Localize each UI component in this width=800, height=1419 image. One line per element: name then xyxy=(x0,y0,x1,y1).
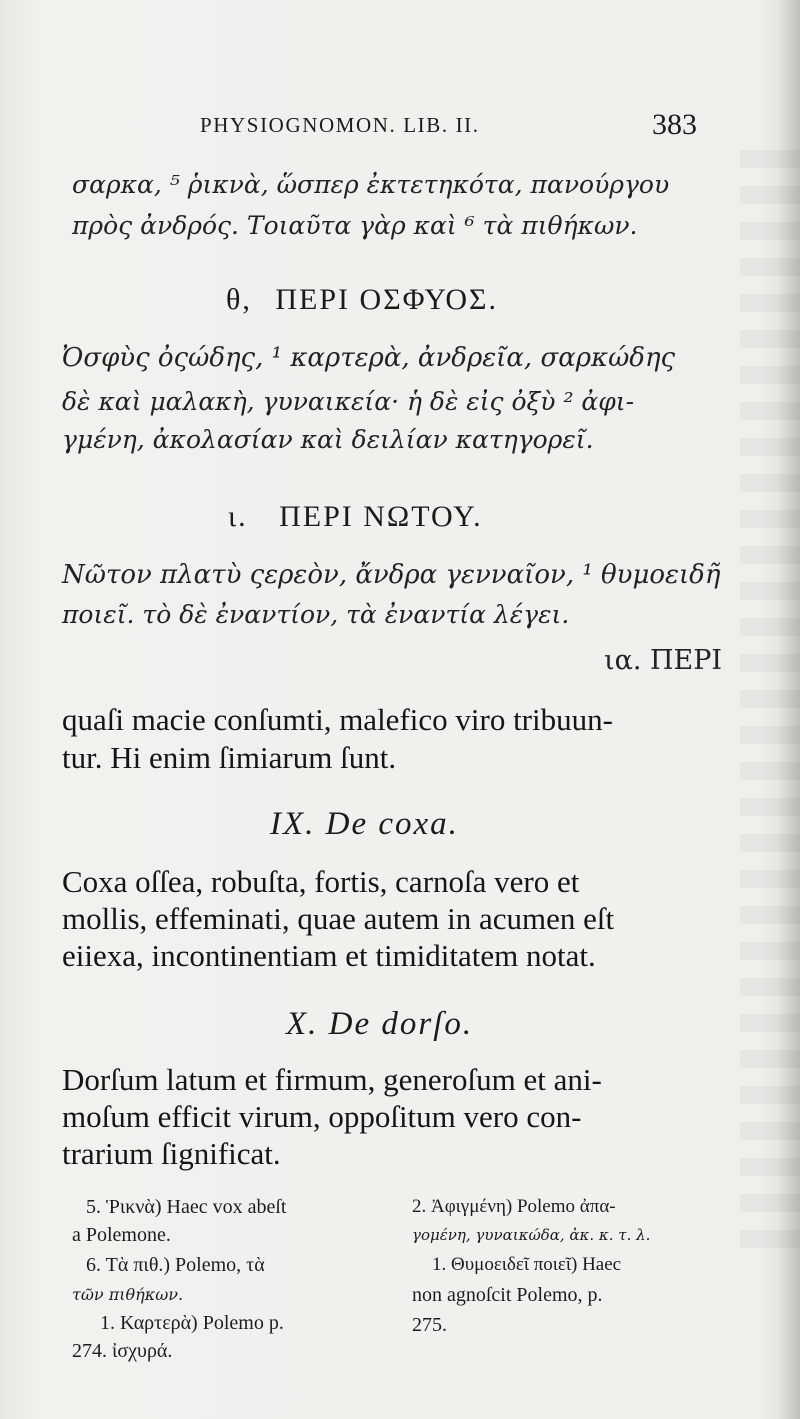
latin-line: tur. Hi enim ſimiarum ſunt. xyxy=(62,740,397,775)
latin-line: eiiexa, incontinentiam et timiditatem notat. xyxy=(62,938,596,973)
greek-section-title: ΠΕΡΙ ΟΣΦΥΟΣ. xyxy=(275,283,498,316)
footnote-line: 1. Καρτερὰ) Polemo p. xyxy=(100,1312,284,1334)
footnote-line: non agnoſcit Polemo, p. xyxy=(412,1284,603,1306)
latin-line: moſum efficit virum, oppoſitum vero con- xyxy=(62,1099,582,1134)
latin-section-heading: IX. De coxa. xyxy=(270,806,459,842)
footnote-line: 2. Ἀφιγμένη) Polemo ἀπα- xyxy=(412,1196,616,1217)
greek-line: σαρκα, ⁵ ῥικνὰ, ὥσπερ ἐκτετηκότα, πανούργου xyxy=(72,170,670,199)
latin-line: mollis, effeminati, quae autem in acumen eſt xyxy=(62,901,615,936)
latin-section-heading: X. De dorſo. xyxy=(286,1006,474,1042)
footnote-line: τῶν πιθήκων. xyxy=(72,1285,184,1304)
catchword: ια. ΠΕΡΙ xyxy=(604,645,723,676)
greek-section-number: ι. xyxy=(228,500,248,533)
footnote-line: 275. xyxy=(412,1314,447,1336)
footnote-line: 1. Θυμοειδεῖ ποιεῖ) Haec xyxy=(432,1254,622,1275)
footnote-line: 6. Τὰ πιθ.) Polemo, τὰ xyxy=(86,1254,265,1276)
greek-section-heading xyxy=(226,283,498,317)
greek-line: πρὸς ἀνδρός. Τοιαῦτα γὰρ καὶ ⁶ τὰ πιθήκων. xyxy=(72,211,638,240)
latin-line: Dorſum latum et firmum, generoſum et ani- xyxy=(62,1062,602,1097)
greek-line: γμένη, ἀκολασίαν καὶ δειλίαν κατηγορεῖ. xyxy=(62,425,594,454)
greek-section-heading xyxy=(228,500,483,534)
greek-line: Νῶτον πλατὺ ςερεὸν, ἄνδρα γενναῖον, ¹ θυμοειδῆ xyxy=(62,560,721,590)
latin-line: quaſi macie conſumti, malefico viro tribuun- xyxy=(62,702,613,737)
greek-line: δὲ καὶ μαλακὴ, γυναικεία· ἡ δὲ εἰς ὀξὺ ² ἀφι- xyxy=(62,387,635,416)
running-head: PHYSIOGNOMON. LIB. II. xyxy=(200,113,480,137)
greek-line: ποιεῖ. τὸ δὲ ἐναντίον, τὰ ἐναντία λέγει. xyxy=(62,600,570,629)
footnote-line: 5. Ῥικνὰ) Haec vox abeſt xyxy=(86,1196,287,1218)
footnote-line: γομένη, γυναικώδα, ἀκ. κ. τ. λ. xyxy=(412,1226,651,1244)
page-gutter-shadow xyxy=(778,0,800,1419)
latin-line: trarium ſignificat. xyxy=(62,1136,281,1171)
greek-line: Ὀσφὺς ὀςώδης, ¹ καρτερὰ, ἀνδρεῖα, σαρκώδης xyxy=(62,343,676,373)
greek-section-title: ΠΕΡΙ ΝΩΤΟΥ. xyxy=(279,500,483,533)
greek-section-number: θ, xyxy=(226,283,252,316)
page-number: 383 xyxy=(652,108,697,141)
latin-line: Coxa oſſea, robuſta, fortis, carnoſa vero et xyxy=(62,864,580,899)
footnote-line: 274. ἰσχυρά. xyxy=(72,1340,173,1362)
footnote-line: a Polemone. xyxy=(72,1224,171,1246)
